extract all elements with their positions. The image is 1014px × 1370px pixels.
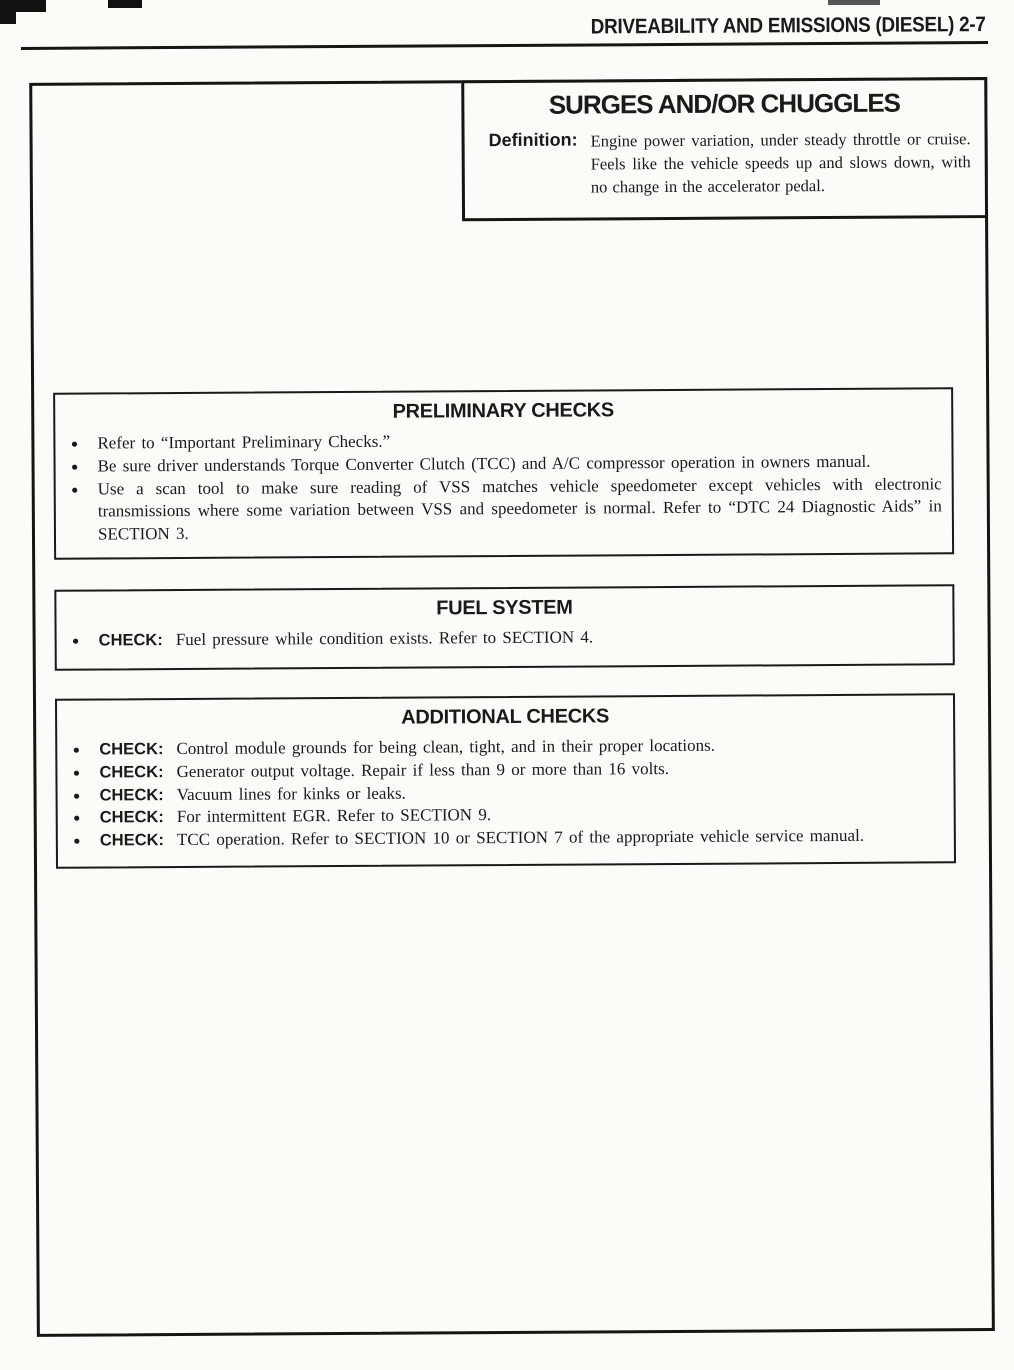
list-item	[70, 825, 944, 853]
scan-artifact	[0, 0, 16, 24]
scan-artifact	[108, 0, 142, 8]
header-divider	[21, 41, 988, 50]
preliminary-checks-section	[53, 387, 954, 559]
definition-label: Definition:	[488, 129, 578, 151]
section-title: ADDITIONAL CHECKS	[401, 705, 610, 729]
item-text: Vacuum lines for kinks or leaks.	[176, 783, 406, 804]
item-text: TCC operation. Refer to SECTION 10 or SECTION 7 of the appropriate vehicle service manual.	[176, 826, 865, 850]
item-text: Use a scan tool to make sure reading of VSS matches vehicle speedometer except vehicles with electronic transmissions where some variation between VSS and speedometer is normal. Refer to “DTC 24 Diagnostic Aids” in SECTION 3.	[97, 473, 942, 544]
check-label: CHECK:	[99, 831, 165, 850]
bullet-icon: ●	[71, 633, 80, 648]
check-list	[55, 420, 952, 546]
check-list	[57, 617, 953, 652]
check-list	[57, 726, 954, 852]
check-label: CHECK:	[99, 740, 164, 759]
page-header-title: DRIVEABILITY AND EMISSIONS (DIESEL) 2-7	[590, 13, 986, 39]
section-title: PRELIMINARY CHECKS	[392, 399, 614, 423]
bullet-icon: ●	[72, 742, 80, 757]
fuel-system-section	[54, 584, 954, 670]
definition-text: Engine power variation, under steady throttle or cruise. Feels like the vehicle speeds up and slows down, with no change in the accelerator pedal.	[590, 129, 971, 197]
bullet-icon: ●	[70, 459, 79, 474]
item-text: Control module grounds for being clean, tight, and in their proper locations.	[176, 735, 716, 759]
check-label: CHECK:	[99, 785, 164, 805]
check-label: CHECK:	[99, 762, 164, 782]
bullet-icon: ●	[72, 788, 81, 803]
list-item	[69, 624, 943, 652]
definition-box	[461, 77, 988, 221]
symptom-title: SURGES AND/OR CHUGGLES	[548, 87, 901, 120]
definition-row	[464, 118, 984, 199]
bullet-icon: ●	[73, 833, 81, 848]
item-text: Fuel pressure while condition exists. Refer to SECTION 4.	[175, 627, 594, 650]
bullet-icon: ●	[72, 765, 81, 780]
additional-checks-section	[55, 693, 956, 868]
item-text: Generator output voltage. Repair if less than 9 or more than 16 volts.	[176, 758, 669, 781]
list-item	[68, 473, 942, 546]
item-text: Be sure driver understands Torque Converter Clutch (TCC) and A/C compressor operation in owners manual.	[97, 451, 871, 476]
scan-artifact	[828, 0, 880, 5]
bullet-icon: ●	[71, 482, 79, 497]
bullet-icon: ●	[73, 810, 81, 826]
check-label: CHECK:	[98, 631, 163, 650]
page-content-frame	[29, 77, 995, 1337]
section-title: FUEL SYSTEM	[436, 596, 573, 620]
check-label: CHECK:	[99, 808, 164, 827]
item-text: Refer to “Important Preliminary Checks.”	[97, 431, 391, 453]
item-text: For intermittent EGR. Refer to SECTION 9.	[176, 805, 492, 827]
bullet-icon: ●	[70, 436, 79, 451]
